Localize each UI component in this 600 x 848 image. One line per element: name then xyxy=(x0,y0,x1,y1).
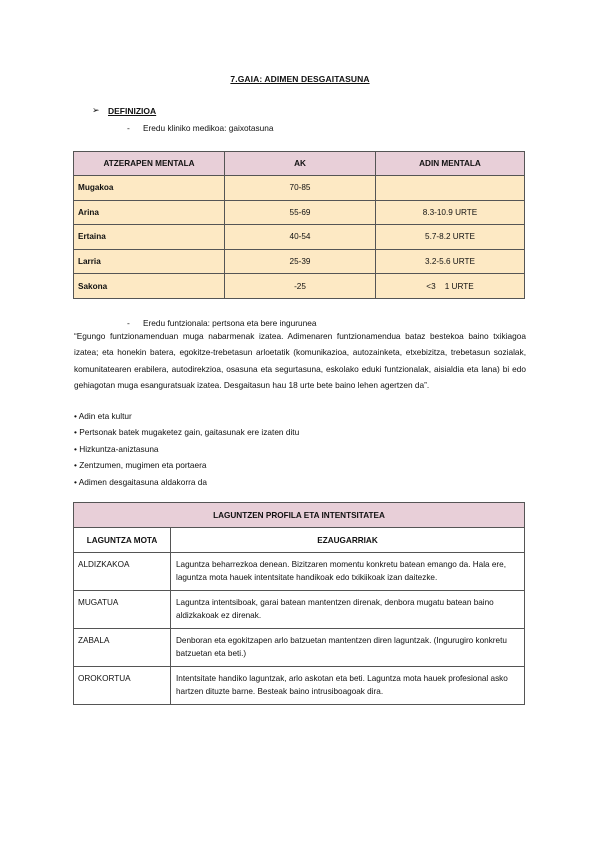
header-atzerapen: ATZERAPEN MENTALA xyxy=(74,152,225,176)
clinical-model-text: Eredu kliniko medikoa: gaixotasuna xyxy=(143,123,274,133)
bullet-list xyxy=(74,408,299,490)
level-cell: Larria xyxy=(74,249,225,274)
list-item-text: Zentzumen, mugimen eta portaera xyxy=(79,460,207,471)
table-row xyxy=(74,274,525,299)
bullet-dot: • xyxy=(74,427,77,438)
list-item xyxy=(74,457,299,473)
header-laguntza-mota: LAGUNTZA MOTA xyxy=(74,528,171,553)
level-cell: Arina xyxy=(74,200,225,225)
mental-age-cell: 8.3-10.9 URTE xyxy=(376,200,525,225)
level-cell: Sakona xyxy=(74,274,225,299)
table-title: LAGUNTZEN PROFILA ETA INTENTSITATEA xyxy=(74,503,525,528)
iq-cell: -25 xyxy=(225,274,376,299)
bullet-dot: • xyxy=(74,476,77,487)
bullet-dot: • xyxy=(74,411,77,421)
list-item-text: Adimen desgaitasuna aldakorra da xyxy=(78,476,207,487)
list-item xyxy=(74,408,299,424)
level-cell: Mugakoa xyxy=(74,176,225,201)
table-row xyxy=(74,249,525,274)
support-description-cell: Intentsitate handiko laguntzak, arlo askotan eta beti. Laguntza mota hauek profesional asko hartzen dituzte barne. Besteak baino intrusiboagoak dira. xyxy=(171,667,525,705)
table-row xyxy=(74,200,525,225)
definition-quote: “Egungo funtzionamenduan muga nabarmenak izatea. Adimenaren funtzionamendua bataz bestekoa baino txikiagoa izatea; eta honekin batera, egokitze-trebetasun arloetatik (komunikazioa, autozainketa, etxebizitza, trebetasun sozialak, komunitatearen erabilera, autodirekzioa, osasuna eta segurtasuna, eskolako eduki funtzionalak, aisialdia eta lana) bi edo gehiagotan muga esanguratsuak izatea. Desgaitasun hau 18 urte bete baino lehen agertzen da”. xyxy=(74,331,526,391)
header-ezaugarriak: EZAUGARRIAK xyxy=(171,528,525,553)
mental-retardation-table xyxy=(73,151,525,299)
support-type-cell: OROKORTUA xyxy=(74,667,171,705)
table-row xyxy=(74,667,525,705)
table-row xyxy=(74,553,525,591)
list-item-text: Pertsonak batek mugaketez gain, gaitasunak ere izaten ditu xyxy=(79,427,300,438)
support-description-cell: Denboran eta egokitzapen arlo batzuetan mantentzen diren laguntzak. (Ingurugiro konkretu batzuetan eta beti.) xyxy=(171,629,525,667)
mental-age-cell: <3 1 URTE xyxy=(376,274,525,299)
table-header-row xyxy=(74,528,525,553)
mental-age-cell: 5.7-8.2 URTE xyxy=(376,225,525,250)
list-item-text: Hizkuntza-aniztasuna xyxy=(79,443,159,454)
iq-cell: 40-54 xyxy=(225,225,376,250)
support-description-cell: Laguntza beharrezkoa denean. Bizitzaren momentu konkretu batean emango da. Hala ere, laguntza mota hauek intentsitate handikoak edo txikiikoak izan daitezke. xyxy=(171,553,525,591)
table-row xyxy=(74,629,525,667)
iq-cell: 55-69 xyxy=(225,200,376,225)
bullet-dot: • xyxy=(74,460,77,471)
support-type-cell: ALDIZKAKOA xyxy=(74,553,171,591)
support-profile-table xyxy=(73,502,525,705)
support-type-cell: ZABALA xyxy=(74,629,171,667)
level-cell: Ertaina xyxy=(74,225,225,250)
page-title: 7.GAIA: ADIMEN DESGAITASUNA xyxy=(230,74,370,84)
list-item xyxy=(74,441,299,457)
list-item xyxy=(74,474,299,490)
mental-age-cell: 3.2-5.6 URTE xyxy=(376,249,525,274)
support-description-cell: Laguntza intentsiboak, garai batean mantentzen direnak, denbora mugatu batean baino aldizkakoak ez direnak. xyxy=(171,591,525,629)
table-row xyxy=(74,591,525,629)
iq-cell: 70-85 xyxy=(225,176,376,201)
dash-bullet: - xyxy=(127,123,130,133)
definition-heading: DEFINIZIOA xyxy=(108,106,157,116)
mental-age-cell xyxy=(376,176,525,201)
table-row xyxy=(74,176,525,201)
list-item xyxy=(74,424,299,440)
iq-cell: 25-39 xyxy=(225,249,376,274)
header-ak: AK xyxy=(225,152,376,176)
support-type-cell: MUGATUA xyxy=(74,591,171,629)
table-row xyxy=(74,225,525,250)
list-item-text: Adin eta kultur xyxy=(78,411,132,421)
table-title-row xyxy=(74,503,525,528)
dash-bullet: - xyxy=(127,318,130,328)
bullet-dot: • xyxy=(74,443,77,454)
arrow-bullet-icon: ➢ xyxy=(92,105,100,115)
table-header-row xyxy=(74,152,525,176)
functional-model-text: Eredu funtzionala: pertsona eta bere ingurunea xyxy=(143,318,317,328)
header-adin: ADIN MENTALA xyxy=(376,152,525,176)
